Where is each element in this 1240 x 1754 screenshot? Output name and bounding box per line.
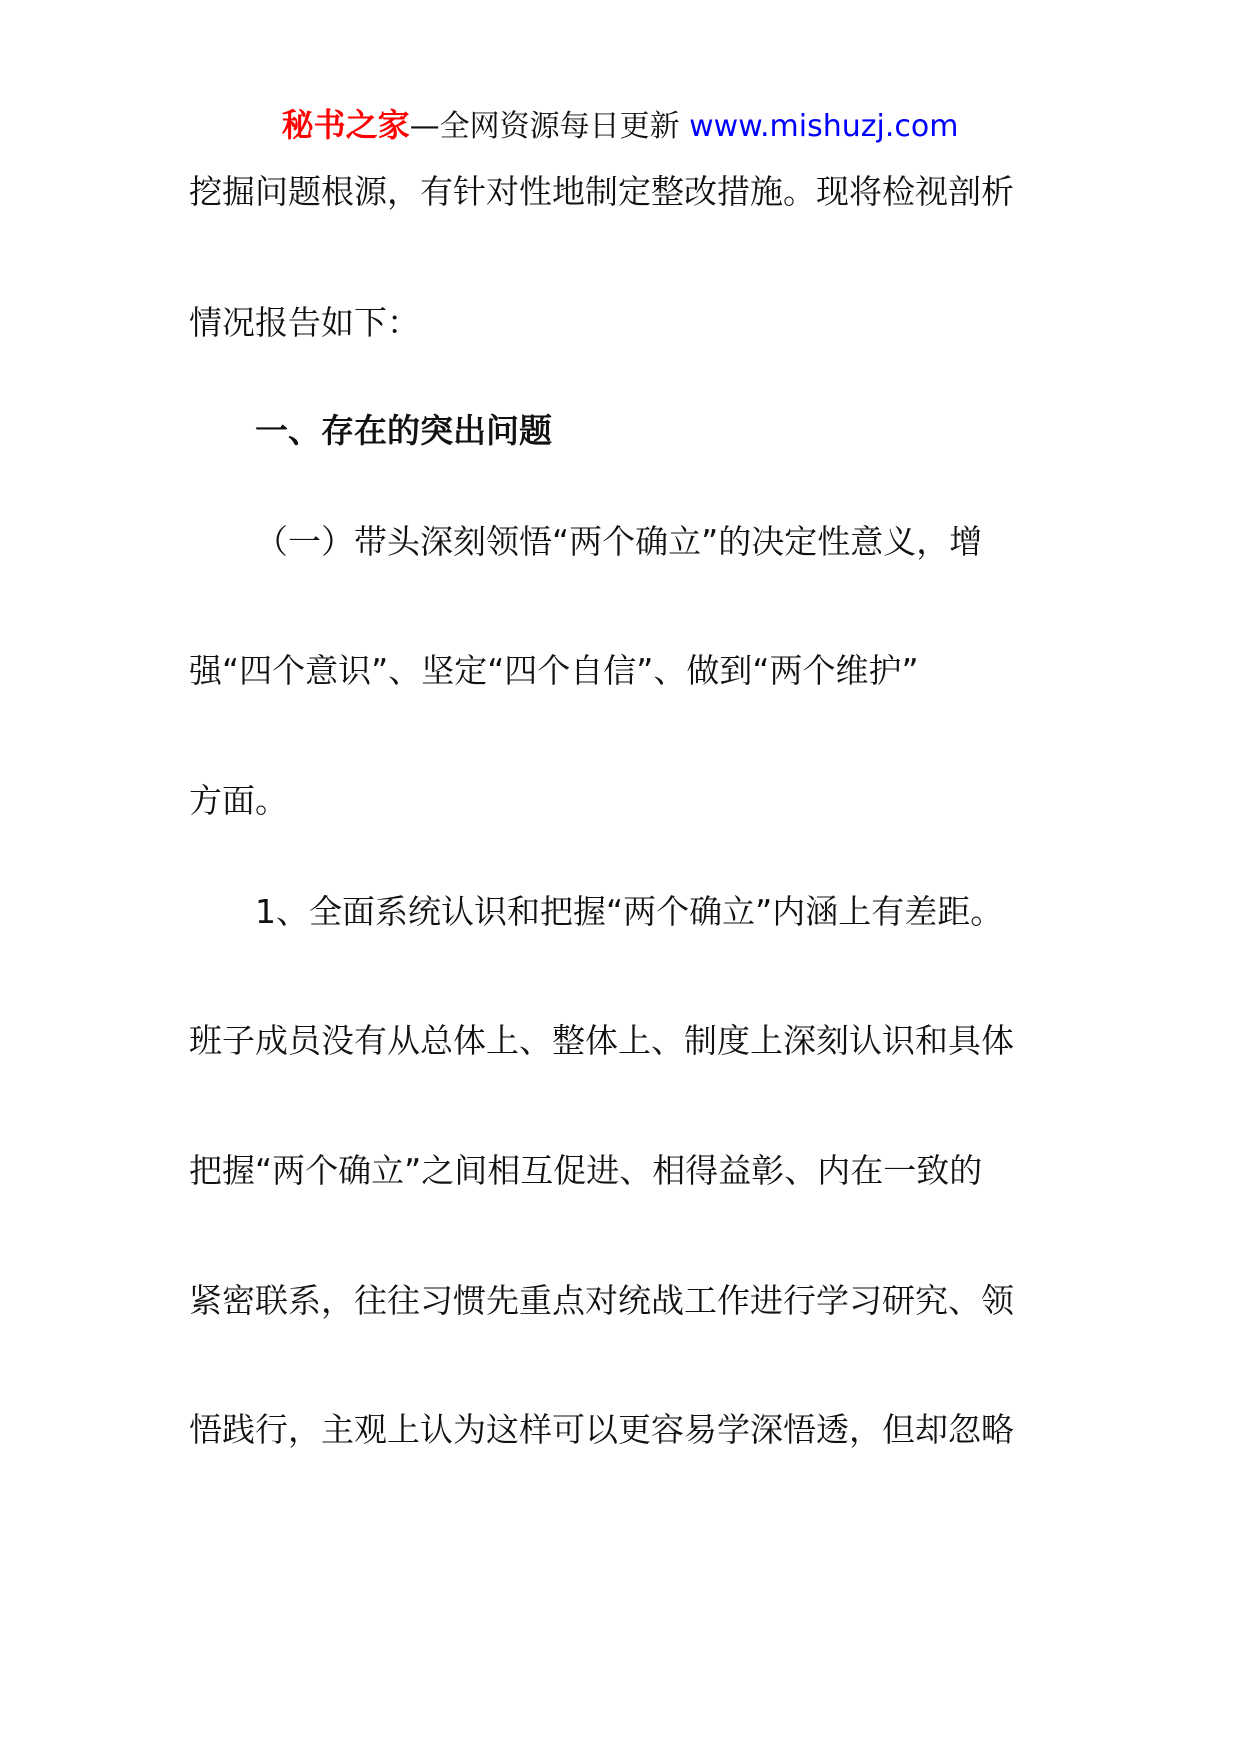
subsection-heading-line: （一）带头深刻领悟“两个确立”的决定性意义，增 [255,522,983,561]
paragraph-line: 把握“两个确立”之间相互促进、相得益彰、内在一致的 [189,1151,983,1190]
paragraph-line: 强“四个意识”、坚定“四个自信”、做到“两个维护” [189,651,919,690]
list-item-heading: 1、全面系统认识和把握“两个确立”内涵上有差距。 [255,892,1004,931]
site-tagline: —全网资源每日更新 [409,109,680,144]
paragraph-line: 悟践行，主观上认为这样可以更容易学深悟透，但却忽略 [189,1410,1014,1449]
site-header [0,98,1240,154]
paragraph-line: 方面。 [189,781,288,820]
section-heading: 一、存在的突出问题 [255,411,552,450]
site-brand: 秘书之家 [281,106,410,144]
paragraph-line: 挖掘问题根源，有针对性地制定整改措施。现将检视剖析 [189,172,1014,211]
site-url-link[interactable]: www.mishuzj.com [689,109,959,144]
paragraph-line: 班子成员没有从总体上、整体上、制度上深刻认识和具体 [189,1021,1014,1060]
paragraph-line: 情况报告如下： [189,303,420,342]
paragraph-line: 紧密联系，往往习惯先重点对统战工作进行学习研究、领 [189,1281,1014,1320]
